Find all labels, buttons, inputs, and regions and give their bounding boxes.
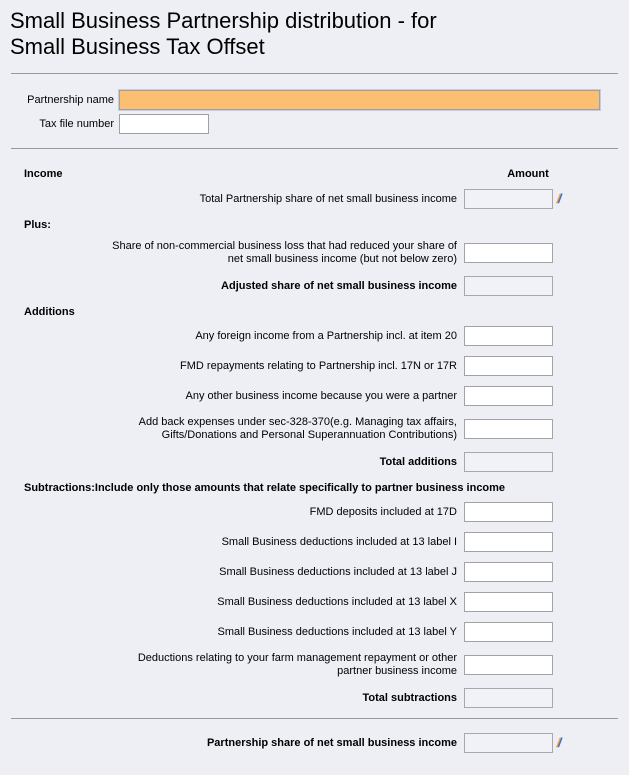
sb-deductions-13-y-label-text: Small Business deductions included at 13 label Y [217,625,457,638]
other-business-income-label [0,390,464,403]
total-subtractions-label-text: Total subtractions [362,691,457,704]
farm-management-deductions-label [0,652,464,678]
partnership-share-net-label [0,737,464,750]
additions-section-heading: Additions [24,306,75,318]
farm-management-deductions-input[interactable] [464,655,553,675]
income-amount-header-row [24,168,593,180]
sb-deductions-13-y-input[interactable] [464,622,553,642]
partnership-name-row [10,90,629,110]
row-sb-deductions-13-y [0,622,553,642]
non-commercial-loss-input[interactable] [464,243,553,263]
row-foreign-income [0,326,553,346]
row-adjusted-share [0,276,553,296]
sb-deductions-13-x-label-text: Small Business deductions included at 13 label X [217,595,457,608]
partnership-name-label: Partnership name [27,94,114,106]
partnership-name-input[interactable] [119,90,600,110]
sb-deductions-13-y-label [0,626,464,639]
farm-management-deductions-label-text: Deductions relating to your farm management repayment or other partner business income [137,652,457,677]
non-commercial-loss-label-text: Share of non-commercial business loss that had reduced your share of net small business income (but not below zero) [112,240,457,265]
total-additions-input [464,452,553,472]
sb-deductions-13-i-label [0,536,464,549]
adjusted-share-input [464,276,553,296]
sb-deductions-13-x-input[interactable] [464,592,553,612]
plus-section-heading: Plus: [24,219,51,231]
subtractions-section-heading: Subtractions:Include only those amounts that relate specifically to partner business income [24,482,506,494]
fmd-repayments-label-text: FMD repayments relating to Partnership incl. 17N or 17R [180,359,457,372]
other-business-income-input[interactable] [464,386,553,406]
add-back-expenses-label [0,416,464,442]
adjusted-share-label-text: Adjusted share of net small business income [221,279,457,292]
row-partnership-share-net [0,733,562,753]
foreign-income-input[interactable] [464,326,553,346]
row-sb-deductions-13-x [0,592,553,612]
total-additions-label [0,456,464,469]
non-commercial-loss-label [0,240,464,266]
fmd-deposits-label [0,506,464,519]
divider-identification [11,148,618,149]
sb-deductions-13-j-label [0,566,464,579]
income-section-heading: Income [24,168,63,180]
row-total-additions [0,452,553,472]
other-business-income-label-text: Any other business income because you were a partner [185,389,457,402]
foreign-income-label-text: Any foreign income from a Partnership incl. at item 20 [195,329,457,342]
tax-file-number-input[interactable] [119,114,209,134]
fmd-repayments-label [0,360,464,373]
row-add-back-expenses [0,416,553,442]
slash-icon: / [558,735,562,751]
row-total-subtractions [0,688,553,708]
row-non-commercial-loss [0,240,553,266]
slash-icon: / [558,191,562,207]
sb-deductions-13-j-input[interactable] [464,562,553,582]
divider-result [11,718,618,719]
tax-file-number-row [10,114,629,134]
row-total-partnership-share [0,189,562,209]
total-partnership-share-label-text: Total Partnership share of net small business income [199,192,457,205]
sb-deductions-13-j-label-text: Small Business deductions included at 13 label J [219,565,457,578]
add-back-expenses-input[interactable] [464,419,553,439]
page-title: Small Business Partnership distribution - for Small Business Tax Offset [10,8,437,59]
fmd-deposits-label-text: FMD deposits included at 17D [309,505,457,518]
row-farm-management-deductions [0,652,553,678]
total-subtractions-input [464,688,553,708]
sb-deductions-13-i-label-text: Small Business deductions included at 13 label I [221,535,457,548]
sb-deductions-13-x-label [0,596,464,609]
row-sb-deductions-13-i [0,532,553,552]
tax-file-number-label: Tax file number [39,118,114,130]
foreign-income-label [0,330,464,343]
sb-deductions-13-i-input[interactable] [464,532,553,552]
total-subtractions-label [0,692,464,705]
partnership-share-net-input [464,733,553,753]
total-partnership-share-input [464,189,553,209]
partnership-share-net-label-text: Partnership share of net small business income [206,736,457,749]
fmd-repayments-input[interactable] [464,356,553,376]
form-body [0,168,629,753]
total-additions-label-text: Total additions [379,455,457,468]
add-back-expenses-label-text: Add back expenses under sec-328-370(e.g. Managing tax affairs, Gifts/Donations and Personal Superannuation Contributions) [138,416,457,441]
adjusted-share-label [0,280,464,293]
total-partnership-share-label [0,193,464,206]
identification-section [0,74,629,148]
row-fmd-deposits [0,502,553,522]
row-other-business-income [0,386,553,406]
row-sb-deductions-13-j [0,562,553,582]
row-fmd-repayments [0,356,553,376]
fmd-deposits-input[interactable] [464,502,553,522]
amount-column-header: Amount [507,168,549,180]
